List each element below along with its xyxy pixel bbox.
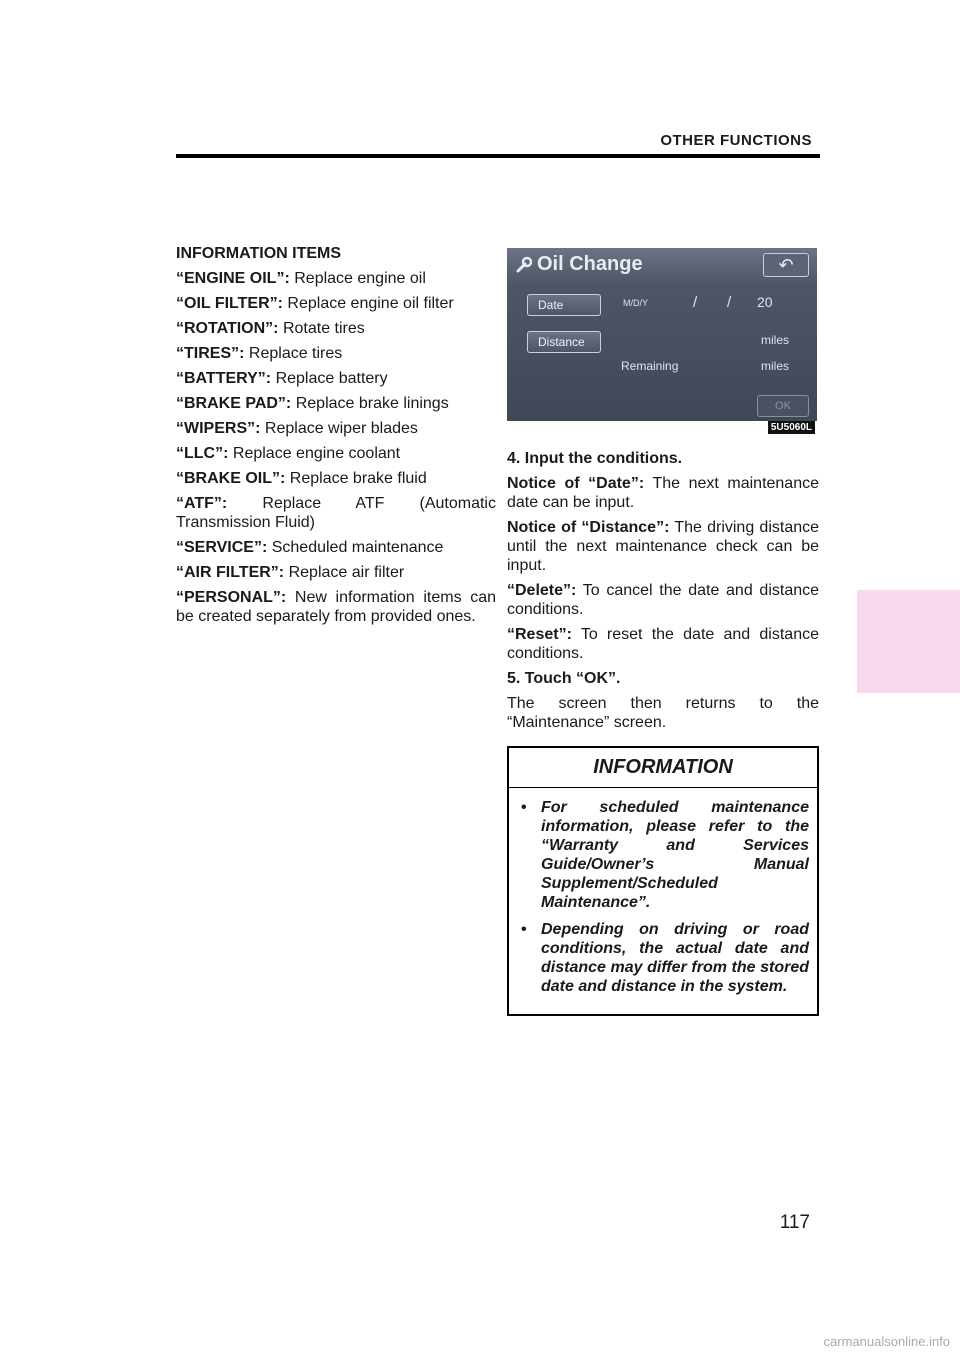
info-item: [517, 920, 809, 996]
item-label: “BRAKE OIL”:: [176, 470, 286, 487]
instructions: [507, 449, 819, 732]
note-text: To cancel the date and distance conditions.: [507, 582, 820, 618]
item-text: Scheduled maintenance: [271, 539, 444, 556]
note-distance: [507, 518, 819, 575]
item-llc: [176, 444, 496, 463]
item-brake-oil: [176, 469, 496, 488]
remaining-label: Remaining: [621, 359, 679, 373]
date-separator: /: [727, 294, 732, 311]
note-label: Notice of “Date”:: [507, 475, 645, 492]
item-text: Replace brake linings: [295, 395, 449, 412]
item-atf: [176, 494, 496, 532]
item-tires: [176, 344, 496, 363]
info-item-text: Depending on driving or road conditions, the actual date and distance may differ from the stored date and distance in the system.: [541, 921, 809, 995]
distance-button[interactable]: Distance: [527, 331, 601, 353]
item-text: Replace brake fluid: [289, 470, 427, 487]
item-text: Replace wiper blades: [264, 420, 418, 437]
screen-title: Oil Change: [537, 253, 643, 275]
item-label: “AIR FILTER”:: [176, 564, 285, 581]
step-5: 5. Touch “OK”.: [507, 670, 621, 687]
ok-button[interactable]: OK: [757, 395, 809, 417]
watermark: carmanualsonline.info: [823, 1334, 950, 1349]
date-button[interactable]: Date: [527, 294, 601, 316]
information-items-heading: INFORMATION ITEMS: [176, 245, 342, 262]
item-label: “PERSONAL”:: [176, 589, 287, 606]
note-date: [507, 474, 819, 512]
item-service: [176, 538, 496, 557]
item-engine-oil: [176, 269, 496, 288]
bullet-icon: •: [521, 799, 527, 816]
running-header: OTHER FUNCTIONS: [660, 132, 812, 149]
item-label: “ATF”:: [176, 495, 228, 512]
item-label: “WIPERS”:: [176, 420, 261, 437]
item-label: “TIRES”:: [176, 345, 245, 362]
item-battery: [176, 369, 496, 388]
info-item-text: For scheduled maintenance information, please refer to the “Warranty and Services Guide/Owner’s Manual Supplement/Scheduled Maintenance”.: [541, 799, 809, 911]
page-number: 117: [779, 1212, 810, 1233]
note-label: “Reset”:: [507, 626, 572, 643]
section-tab: [857, 590, 960, 693]
note-reset: [507, 625, 819, 663]
item-air-filter: [176, 563, 496, 582]
note-text: To reset the date and distance conditions.: [507, 626, 819, 662]
item-brake-pad: [176, 394, 496, 413]
item-text: Replace ATF (Automatic Transmission Fluid): [176, 495, 496, 531]
miles-unit: miles: [761, 333, 790, 347]
item-text: Rotate tires: [282, 320, 365, 337]
after-step-text: The screen then returns to the “Maintenance” screen.: [507, 695, 819, 731]
note-text: The driving distance until the next maintenance check can be input.: [507, 519, 820, 574]
item-label: “BRAKE PAD”:: [176, 395, 292, 412]
note-text: The next maintenance date can be input.: [507, 475, 820, 511]
oil-change-screen-image: [507, 248, 817, 421]
item-oil-filter: [176, 294, 496, 313]
item-rotation: [176, 319, 496, 338]
item-text: Replace air filter: [288, 564, 405, 581]
left-column: [176, 244, 496, 632]
item-wipers: [176, 419, 496, 438]
item-text: Replace engine coolant: [232, 445, 401, 462]
item-text: Replace tires: [248, 345, 343, 362]
header-rule: [176, 154, 820, 158]
date-separator: /: [693, 294, 698, 311]
right-column: [507, 248, 819, 1016]
image-code: 5U5060L: [768, 421, 815, 434]
note-label: “Delete”:: [507, 582, 577, 599]
item-label: “SERVICE”:: [176, 539, 268, 556]
back-button[interactable]: ↶: [763, 253, 809, 277]
item-text: New information items can be created separately from provided ones.: [176, 589, 497, 625]
information-title: INFORMATION: [509, 756, 817, 788]
note-delete: [507, 581, 819, 619]
item-label: “BATTERY”:: [176, 370, 272, 387]
information-box: [507, 746, 819, 1016]
item-label: “ENGINE OIL”:: [176, 270, 290, 287]
wrench-icon: [515, 256, 533, 274]
item-text: Replace engine oil: [294, 270, 426, 287]
bullet-icon: •: [521, 921, 527, 938]
item-personal: [176, 588, 496, 626]
date-year-value: 20: [757, 294, 773, 310]
item-label: “OIL FILTER”:: [176, 295, 283, 312]
item-text: Replace engine oil filter: [287, 295, 454, 312]
item-label: “ROTATION”:: [176, 320, 279, 337]
miles-unit: miles: [761, 359, 790, 373]
note-label: Notice of “Distance”:: [507, 519, 670, 536]
step-4: 4. Input the conditions.: [507, 450, 683, 467]
date-format-label: M/D/Y: [623, 298, 649, 308]
item-text: Replace battery: [275, 370, 388, 387]
item-label: “LLC”:: [176, 445, 229, 462]
info-item: [517, 798, 809, 912]
